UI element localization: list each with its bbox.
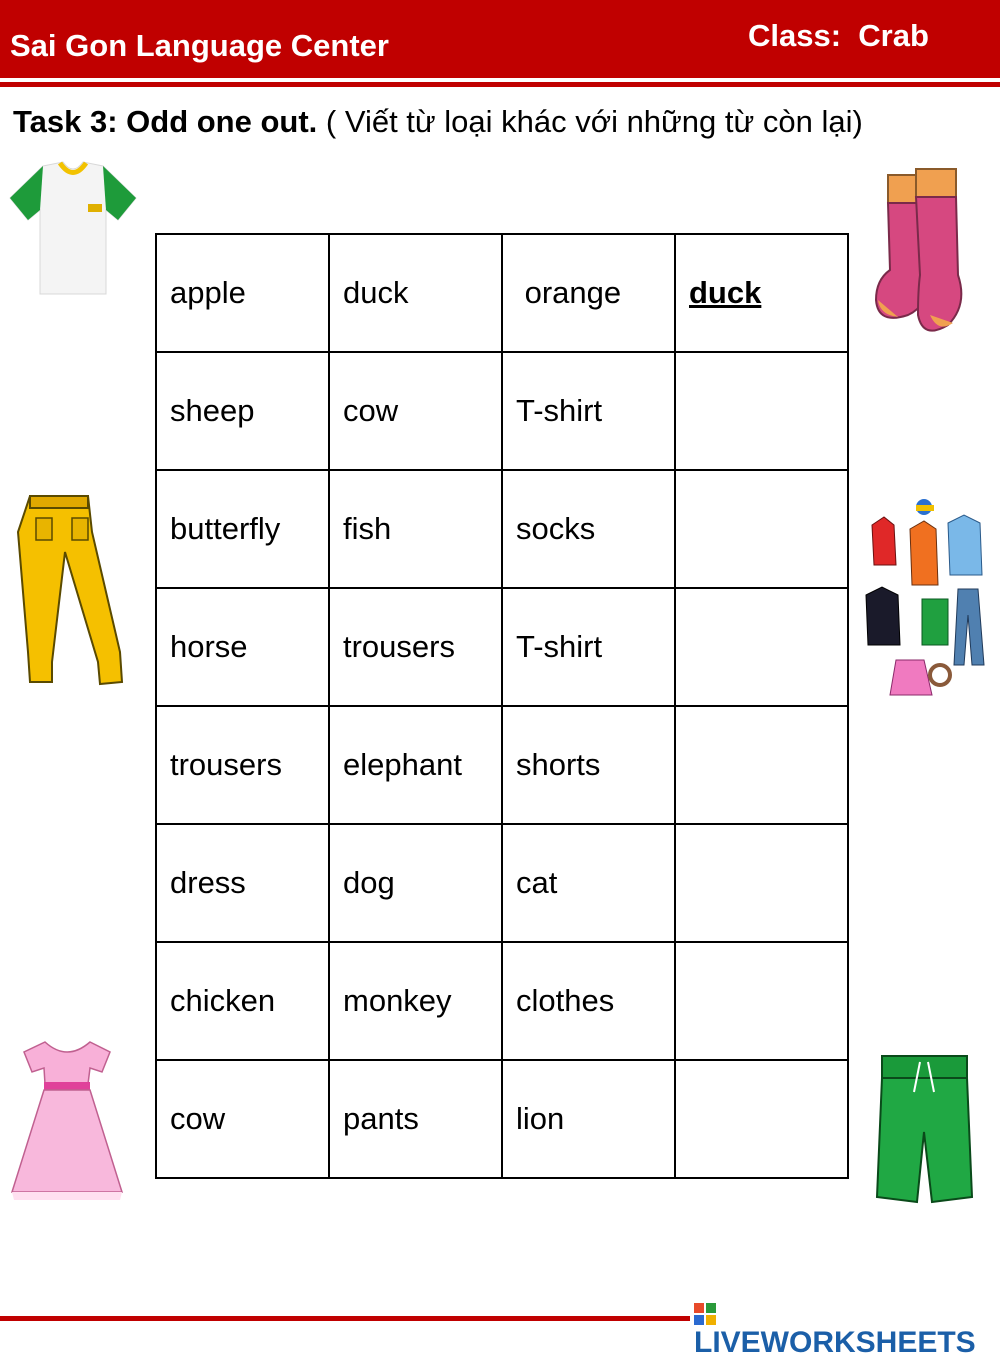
liveworksheets-logo [690, 1292, 1000, 1360]
dress-icon [10, 1032, 125, 1202]
task-heading [13, 104, 863, 140]
word-cell: dress [156, 824, 329, 942]
socks-icon [868, 165, 978, 340]
answer-cell[interactable] [675, 942, 848, 1060]
word-cell: cow [156, 1060, 329, 1178]
liveworksheets-icon [694, 1299, 716, 1321]
word-cell: lion [502, 1060, 675, 1178]
word-cell: T-shirt [502, 352, 675, 470]
word-cell: pants [329, 1060, 502, 1178]
word-cell: dog [329, 824, 502, 942]
answer-cell[interactable] [675, 706, 848, 824]
table-row [156, 588, 848, 706]
answer-cell[interactable]: duck [675, 234, 848, 352]
word-cell: duck [329, 234, 502, 352]
word-cell: cow [329, 352, 502, 470]
table-row [156, 234, 848, 352]
task-instruction: ( Viết từ loại khác với những từ còn lại) [317, 104, 863, 139]
word-table [155, 233, 849, 1179]
word-cell: trousers [156, 706, 329, 824]
word-cell: monkey [329, 942, 502, 1060]
word-cell: shorts [502, 706, 675, 824]
table-row [156, 824, 848, 942]
word-cell: apple [156, 234, 329, 352]
word-cell: cat [502, 824, 675, 942]
table-row [156, 470, 848, 588]
word-cell: T-shirt [502, 588, 675, 706]
word-cell: butterfly [156, 470, 329, 588]
answer-cell[interactable] [675, 352, 848, 470]
word-cell: orange [502, 234, 675, 352]
clothes-icon [862, 495, 992, 705]
word-cell: socks [502, 470, 675, 588]
word-cell: trousers [329, 588, 502, 706]
answer-cell[interactable] [675, 824, 848, 942]
table-row [156, 706, 848, 824]
answer-cell[interactable] [675, 470, 848, 588]
class-label: Class: Crab [748, 18, 929, 53]
word-cell: chicken [156, 942, 329, 1060]
brand-text: LIVEWORKSHEETS [694, 1326, 976, 1359]
answer-cell[interactable] [675, 1060, 848, 1178]
table-row [156, 352, 848, 470]
shorts-icon [872, 1052, 977, 1207]
word-cell: sheep [156, 352, 329, 470]
task-title: Task 3: Odd one out. [13, 104, 318, 139]
trousers-icon [10, 492, 125, 692]
answer-cell[interactable] [675, 588, 848, 706]
word-cell: horse [156, 588, 329, 706]
t-shirt-icon [8, 158, 138, 298]
table-row [156, 1060, 848, 1178]
word-cell: clothes [502, 942, 675, 1060]
word-cell: fish [329, 470, 502, 588]
header-divider [0, 82, 1000, 87]
center-name: Sai Gon Language Center [10, 28, 389, 63]
word-cell: elephant [329, 706, 502, 824]
table-row [156, 942, 848, 1060]
